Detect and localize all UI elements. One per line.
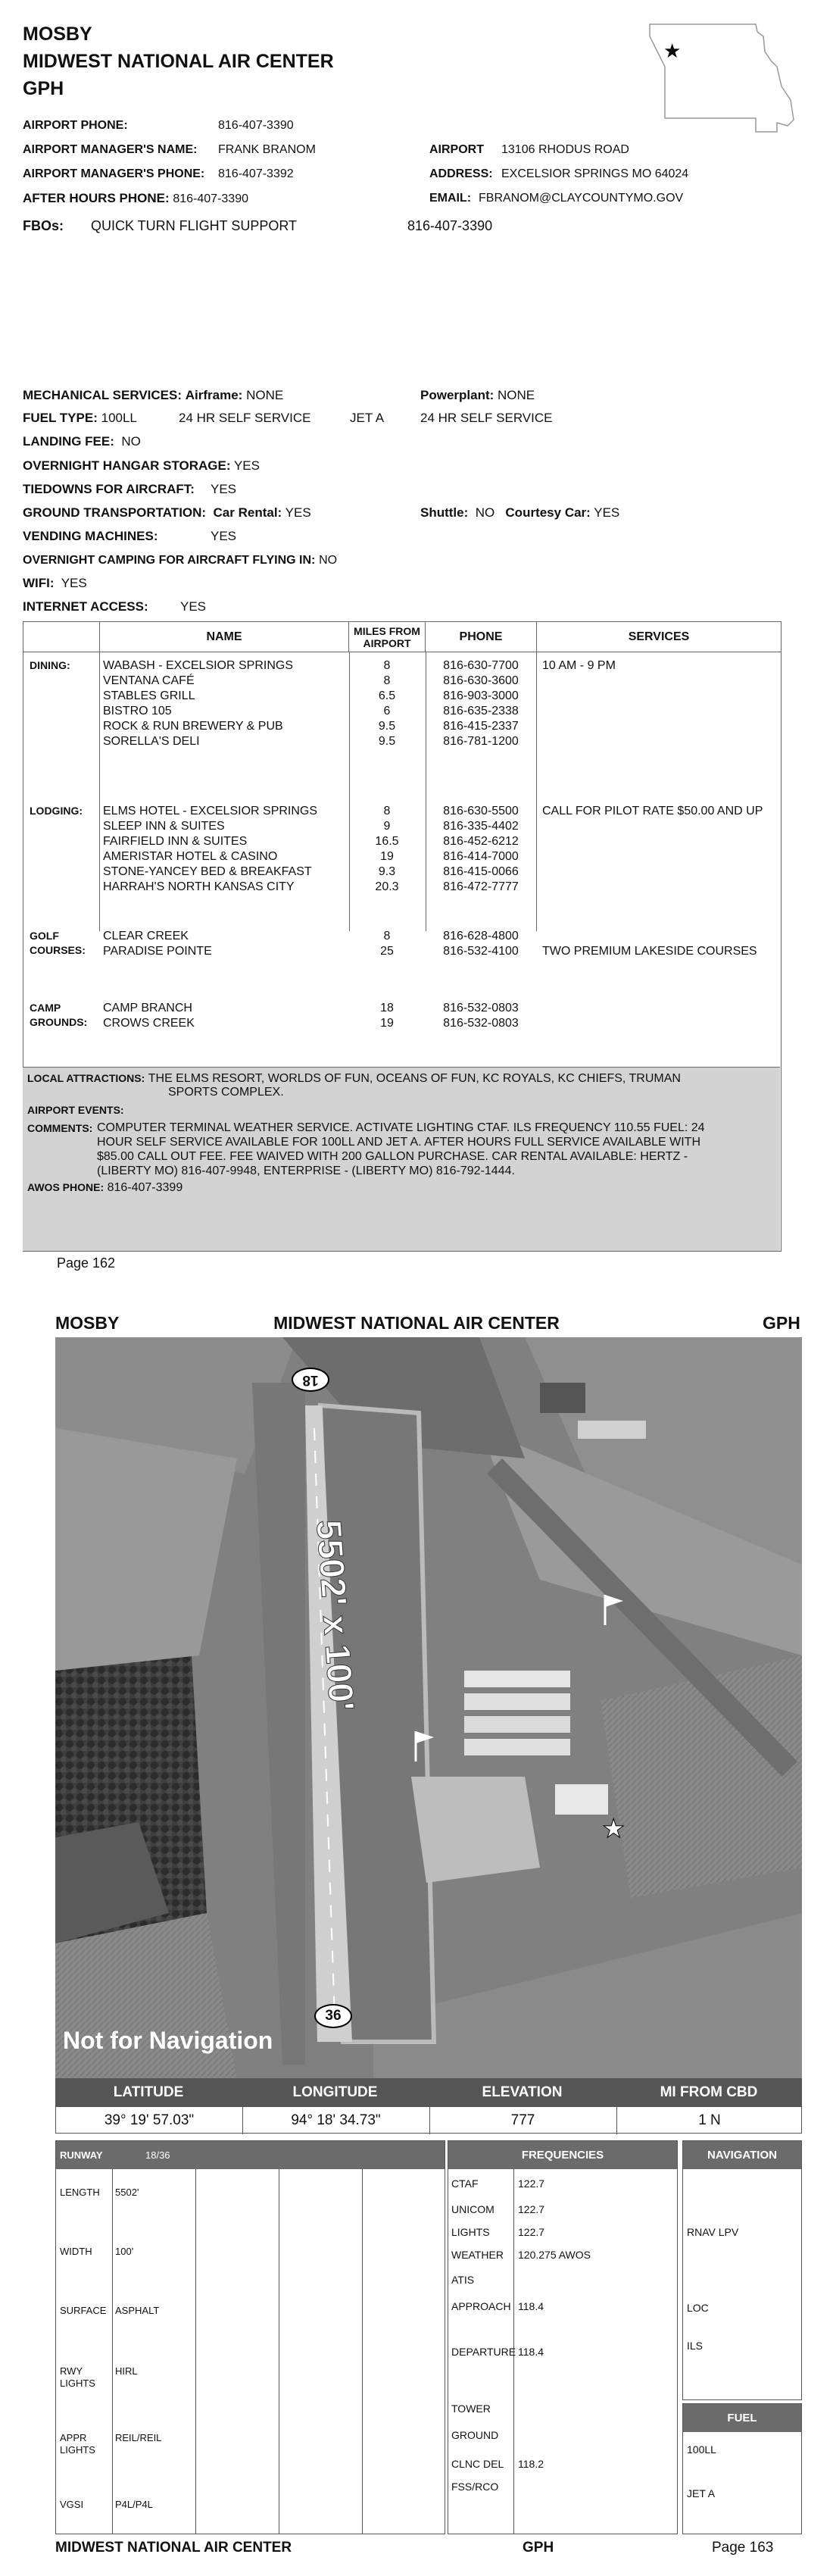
lodging-name: HARRAH'S NORTH KANSAS CITY xyxy=(103,880,295,893)
header-name: NAME xyxy=(100,622,349,652)
dining-name: WABASH - EXCELSIOR SPRINGS xyxy=(103,659,294,672)
dining-miles: 6.5 xyxy=(378,689,396,702)
airport-aerial-photo xyxy=(55,1337,802,2078)
internet-value: YES xyxy=(180,599,207,614)
email-label: EMAIL: xyxy=(429,192,472,205)
lodging-phone: 816-415-0066 xyxy=(443,865,519,878)
address-line-1: 13106 RHODUS ROAD xyxy=(501,143,629,156)
dining-phone: 816-415-2337 xyxy=(443,720,519,733)
camping-row xyxy=(23,552,337,567)
events-label: AIRPORT EVENTS: xyxy=(27,1104,124,1116)
shuttle-label: Shuttle: xyxy=(420,505,469,520)
email: FBRANOM@CLAYCOUNTYMO.GOV xyxy=(479,192,684,205)
city-name: MOSBY xyxy=(23,23,92,45)
runway-field-label: VGSI xyxy=(60,2499,84,2510)
fuel-type-row xyxy=(23,411,137,426)
attractions-row: LOCAL ATTRACTIONS: THE ELMS RESORT, WORLDS OF FUN, OCEANS OF FUN, KC ROYALS, KC CHIEFS, TRUMAN SPORTS COMPLEX. xyxy=(27,1072,769,1099)
powerplant-value: NONE xyxy=(498,388,535,402)
dining-miles: 8 xyxy=(383,659,391,672)
frequency-value: 118.4 xyxy=(518,2346,544,2358)
lodging-miles: 19 xyxy=(380,850,394,863)
lodging-miles: 8 xyxy=(383,805,391,818)
airport-phone-label: AIRPORT PHONE: xyxy=(23,119,128,132)
camp-name: CROWS CREEK xyxy=(103,1017,195,1030)
runway-dimensions-label: 5502' x 100' xyxy=(309,1518,362,1712)
aerial-illustration xyxy=(55,1337,802,2078)
airport-code: GPH xyxy=(23,78,64,99)
lodging-name: AMERISTAR HOTEL & CASINO xyxy=(103,850,278,863)
golf-miles: 25 xyxy=(380,945,394,958)
dining-phone: 816-903-3000 xyxy=(443,689,519,702)
lodging-name: SLEEP INN & SUITES xyxy=(103,820,225,833)
runway-field-value: 100' xyxy=(115,2246,134,2257)
golf-name: CLEAR CREEK xyxy=(103,930,189,943)
lodging-name: FAIRFIELD INN & SUITES xyxy=(103,835,248,848)
fuel-1-service: 24 HR SELF SERVICE xyxy=(179,411,311,425)
lodging-label: LODGING: xyxy=(30,805,83,817)
navigation-table xyxy=(682,2140,802,2400)
city-name-2: MOSBY xyxy=(55,1313,120,1333)
frequency-value: 122.7 xyxy=(518,2226,545,2238)
shuttle-row xyxy=(420,505,619,521)
camp-label: CAMP GROUNDS: xyxy=(30,1002,88,1028)
dining-name: BISTRO 105 xyxy=(103,705,172,717)
not-for-navigation-watermark: Not for Navigation xyxy=(63,2027,273,2054)
runway-table xyxy=(55,2140,445,2534)
fbo-label: FBOs: xyxy=(23,218,64,233)
landing-fee-row xyxy=(23,434,141,449)
hangar-row xyxy=(23,458,260,474)
lodging-services: CALL FOR PILOT RATE $50.00 AND UP xyxy=(542,805,763,818)
car-rental-value: YES xyxy=(285,505,311,520)
manager-phone: 816-407-3392 xyxy=(218,167,294,180)
after-hours-label: AFTER HOURS PHONE: xyxy=(23,191,170,205)
airport-name-2: MIDWEST NATIONAL AIR CENTER xyxy=(273,1313,560,1333)
camping-label: OVERNIGHT CAMPING FOR AIRCRAFT FLYING IN: xyxy=(23,554,316,567)
frequency-label: ATIS xyxy=(451,2274,475,2286)
page-number: Page 162 xyxy=(57,1255,116,1271)
dining-miles: 9.5 xyxy=(378,720,396,733)
dining-label: DINING: xyxy=(30,659,70,671)
runway-marker-18: 18 xyxy=(292,1368,329,1392)
mechanical-services-row xyxy=(23,388,283,403)
mech-label: MECHANICAL SERVICES: xyxy=(23,388,183,402)
after-hours-phone: 816-407-3390 xyxy=(173,192,248,205)
runway-field-label: WIDTH xyxy=(60,2246,92,2257)
coordinates-header xyxy=(55,2078,802,2106)
landing-fee-value: NO xyxy=(121,434,141,449)
runway-field-value: P4L/P4L xyxy=(115,2499,153,2510)
frequency-label: FSS/RCO xyxy=(451,2481,499,2493)
header-services: SERVICES xyxy=(537,622,781,652)
camp-name: CAMP BRANCH xyxy=(103,1002,192,1014)
fuel-table xyxy=(682,2403,802,2534)
comments-label: COMMENTS: xyxy=(27,1122,93,1134)
lodging-name: ELMS HOTEL - EXCELSIOR SPRINGS xyxy=(103,805,318,818)
elevation-header: ELEVATION xyxy=(482,2084,563,2100)
frequency-value: 122.7 xyxy=(518,2203,545,2215)
lodging-name: STONE-YANCEY BED & BREAKFAST xyxy=(103,865,312,878)
frequency-label: DEPARTURE xyxy=(451,2346,516,2358)
fuel-2-service: 24 HR SELF SERVICE xyxy=(420,411,553,425)
latitude-value: 39° 19' 57.03" xyxy=(104,2112,195,2128)
airport-phone: 816-407-3390 xyxy=(218,119,294,132)
comments-text: COMPUTER TERMINAL WEATHER SERVICE. ACTIVATE LIGHTING CTAF. ILS FREQUENCY 110.55 FUEL: 24 HOUR SELF SERVICE AVAILABLE FOR 100LL AND JET A. AFTER HOURS FULL SERVICE AVAILABLE WITH $85.00 CALL OUT FEE. FEE WAIVED WITH 200 GALLON PURCHASE. CAR RENTAL AVAILABLE: HERTZ - (LIBERTY MO) 816-407-9948, ENTERPRISE - (LIBERTY MO) 816-792-1444. xyxy=(97,1121,705,1177)
airport-code-2: GPH xyxy=(763,1313,800,1333)
dining-miles: 9.5 xyxy=(378,735,396,748)
fuel-2: JET A xyxy=(350,411,385,425)
dining-phone: 816-630-3600 xyxy=(443,674,519,687)
runway-field-value: REIL/REIL xyxy=(115,2432,162,2443)
hangar-label: OVERNIGHT HANGAR STORAGE: xyxy=(23,458,231,473)
frequencies-table xyxy=(448,2140,678,2534)
dining-name: STABLES GRILL xyxy=(103,689,195,702)
golf-name: PARADISE POINTE xyxy=(103,945,212,958)
latitude-header: LATITUDE xyxy=(113,2084,184,2100)
ground-transport-row xyxy=(23,505,311,521)
powerplant-label: Powerplant: xyxy=(420,388,494,402)
runway-field-label: SURFACE xyxy=(60,2305,107,2316)
frequency-value: 120.275 AWOS xyxy=(518,2249,591,2261)
powerplant-row xyxy=(420,388,535,403)
wifi-row xyxy=(23,576,87,591)
runway-label: RUNWAY xyxy=(60,2149,103,2161)
runway-marker-36: 36 xyxy=(314,2004,352,2028)
nav-rnav: RNAV LPV xyxy=(687,2226,739,2238)
frequency-value: 122.7 xyxy=(518,2177,545,2190)
frequency-label: CLNC DEL xyxy=(451,2458,504,2470)
vending-label: VENDING MACHINES: xyxy=(23,529,158,543)
dining-services: 10 AM - 9 PM xyxy=(542,659,616,672)
airframe-value: NONE xyxy=(246,388,284,402)
ground-label: GROUND TRANSPORTATION: xyxy=(23,505,207,520)
footer-page-number: Page 163 xyxy=(712,2540,774,2556)
address-line-2: EXCELSIOR SPRINGS MO 64024 xyxy=(501,167,689,180)
frequency-label: UNICOM xyxy=(451,2203,494,2215)
longitude-header: LONGITUDE xyxy=(292,2084,378,2100)
frequency-label: APPROACH xyxy=(451,2300,511,2312)
frequency-label: CTAF xyxy=(451,2177,479,2190)
fuel-type-label: FUEL TYPE: xyxy=(23,411,98,425)
dining-name: SORELLA'S DELI xyxy=(103,735,200,748)
dining-phone: 816-635-2338 xyxy=(443,705,519,717)
header-miles: MILES FROM AIRPORT xyxy=(349,622,426,652)
airport-location-star-icon: ★ xyxy=(663,39,682,62)
internet-label: INTERNET ACCESS: xyxy=(23,599,148,614)
fuel-100ll: 100LL xyxy=(687,2443,716,2456)
attractions-text: THE ELMS RESORT, WORLDS OF FUN, OCEANS OF FUN, KC ROYALS, KC CHIEFS, TRUMAN xyxy=(148,1072,681,1085)
golf-phone: 816-628-4800 xyxy=(443,930,519,943)
runway-field-value: HIRL xyxy=(115,2365,138,2377)
lodging-miles: 9 xyxy=(383,820,391,833)
local-info-panel xyxy=(23,1067,780,1251)
lodging-phone: 816-452-6212 xyxy=(443,835,519,848)
elevation-value: 777 xyxy=(510,2112,535,2128)
frequency-label: TOWER xyxy=(451,2402,491,2415)
wifi-label: WIFI: xyxy=(23,576,55,590)
coordinates-values xyxy=(55,2106,802,2134)
longitude-value: 94° 18' 34.73" xyxy=(291,2112,381,2128)
airframe-label: Airframe: xyxy=(185,388,243,402)
lodging-phone: 816-414-7000 xyxy=(443,850,519,863)
landing-fee-label: LANDING FEE: xyxy=(23,434,114,449)
golf-label: GOLF COURSES: xyxy=(30,930,86,956)
runway-field-value: 5502' xyxy=(115,2187,139,2198)
lodging-phone: 816-630-5500 xyxy=(443,805,519,818)
header-category xyxy=(23,622,100,652)
dining-phone: 816-630-7700 xyxy=(443,659,519,672)
golf-phone: 816-532-4100 xyxy=(443,945,519,958)
nav-loc: LOC xyxy=(687,2302,709,2314)
attractions-text-2: SPORTS COMPLEX. xyxy=(168,1086,284,1099)
camp-phone: 816-532-0803 xyxy=(443,1017,519,1030)
dining-miles: 6 xyxy=(383,705,391,717)
manager-phone-label: AIRPORT MANAGER'S PHONE: xyxy=(23,167,205,180)
runway-id: 18/36 xyxy=(145,2149,170,2161)
vending-value: YES xyxy=(211,529,237,543)
manager-name: FRANK BRANOM xyxy=(218,143,316,156)
fbo-phone: 816-407-3390 xyxy=(407,218,493,233)
frequency-value: 118.2 xyxy=(518,2458,544,2470)
frequency-label: WEATHER xyxy=(451,2249,504,2261)
fuel-1: 100LL xyxy=(101,411,137,425)
footer-airport-code: GPH xyxy=(523,2540,554,2556)
car-rental-label: Car Rental: xyxy=(213,505,282,520)
tiedowns-label: TIEDOWNS FOR AIRCRAFT: xyxy=(23,482,195,496)
golf-services: TWO PREMIUM LAKESIDE COURSES xyxy=(542,945,757,958)
frequency-value: 118.4 xyxy=(518,2300,544,2312)
airport-name: MIDWEST NATIONAL AIR CENTER xyxy=(23,51,334,72)
after-hours-row xyxy=(23,191,248,206)
dining-name: ROCK & RUN BREWERY & PUB xyxy=(103,720,283,733)
fbo-name: QUICK TURN FLIGHT SUPPORT xyxy=(91,218,298,233)
address-label-1: AIRPORT xyxy=(429,143,484,156)
cbd-header: MI FROM CBD xyxy=(660,2084,758,2100)
fuel-header: FUEL xyxy=(683,2404,801,2432)
runway-field-label: APPR LIGHTS xyxy=(60,2432,95,2456)
hangar-value: YES xyxy=(233,458,260,473)
runway-table-header xyxy=(56,2141,445,2169)
tiedowns-value: YES xyxy=(211,482,237,496)
fbo-star-icon: ★ xyxy=(602,1815,626,1843)
runway-field-label: LENGTH xyxy=(60,2187,100,2198)
frequency-label: GROUND xyxy=(451,2429,499,2441)
golf-miles: 8 xyxy=(383,930,391,943)
courtesy-value: YES xyxy=(594,505,620,520)
dining-phone: 816-781-1200 xyxy=(443,735,519,748)
runway-field-value: ASPHALT xyxy=(115,2305,160,2316)
courtesy-label: Courtesy Car: xyxy=(505,505,591,520)
frequencies-header: FREQUENCIES xyxy=(448,2141,677,2169)
awos-row: AWOS PHONE: 816-407-3399 xyxy=(27,1181,183,1194)
camping-value: NO xyxy=(319,554,338,567)
lodging-phone: 816-472-7777 xyxy=(443,880,519,893)
camp-miles: 18 xyxy=(380,1002,394,1014)
cbd-value: 1 N xyxy=(698,2112,721,2128)
manager-name-label: AIRPORT MANAGER'S NAME: xyxy=(23,143,198,156)
nav-ils: ILS xyxy=(687,2340,704,2352)
header-phone: PHONE xyxy=(426,622,537,652)
state-locator-map xyxy=(642,21,801,135)
lodging-phone: 816-335-4402 xyxy=(443,820,519,833)
runway-field-label: RWY LIGHTS xyxy=(60,2365,95,2389)
footer-airport-name: MIDWEST NATIONAL AIR CENTER xyxy=(55,2540,292,2556)
shuttle-value: NO xyxy=(475,505,495,520)
frequency-label: LIGHTS xyxy=(451,2226,490,2238)
dining-name: VENTANA CAFÉ xyxy=(103,674,195,687)
lodging-miles: 20.3 xyxy=(375,880,399,893)
awos-phone: 816-407-3399 xyxy=(107,1181,183,1194)
wifi-value: YES xyxy=(61,576,87,590)
fuel-jet-a: JET A xyxy=(687,2487,716,2499)
lodging-miles: 16.5 xyxy=(375,835,399,848)
camp-phone: 816-532-0803 xyxy=(443,1002,519,1014)
address-label-2: ADDRESS: xyxy=(429,167,493,180)
camp-miles: 19 xyxy=(380,1017,394,1030)
dining-miles: 8 xyxy=(383,674,391,687)
navigation-header: NAVIGATION xyxy=(683,2141,801,2169)
lodging-miles: 9.3 xyxy=(378,865,396,878)
